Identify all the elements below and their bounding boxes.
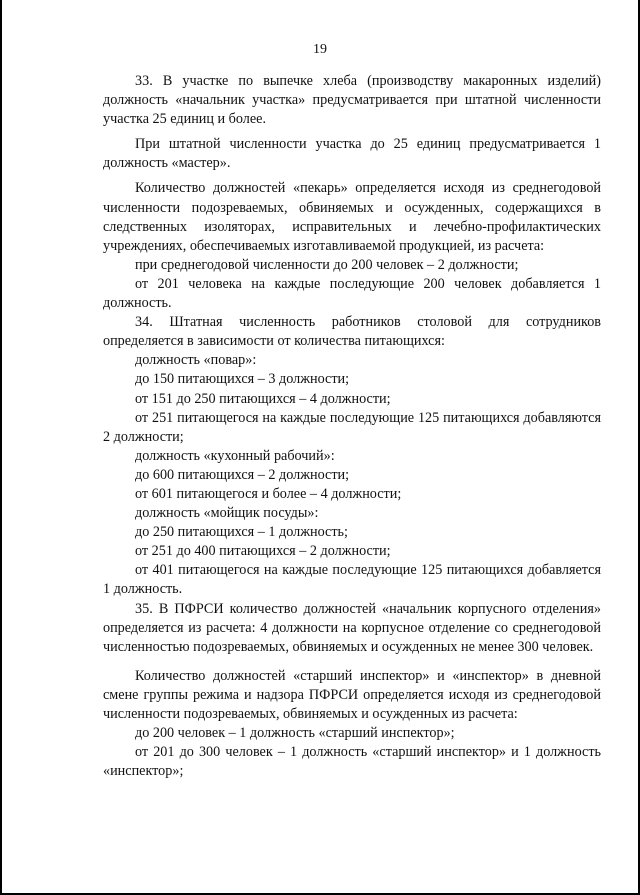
list-item: до 150 питающихся – 3 должности; (135, 371, 350, 388)
paragraph-35: 35. В ПФРСИ количество должностей «начальник корпусного отделения» определяется из расчета: 4 должности на корпусное отделение со среднегодовой численностью подозреваемых, обвиняемых и осужденных не менее 300 человек. (103, 600, 601, 655)
list-item: от 601 питающегося и более – 4 должности; (135, 485, 402, 502)
paragraph: При штатной численности участка до 25 единиц предусматривается 1 должность «мастер». (103, 136, 601, 172)
list-item: должность «повар»: (135, 352, 257, 369)
list-item: от 151 до 250 питающихся – 4 должности; (135, 390, 391, 407)
list-item: от 251 до 400 питающихся – 2 должности; (135, 543, 391, 560)
paragraph-33: 33. В участке по выпечке хлеба (производству макаронных изделий) должность «начальник участка» предусматривается при штатной численности участка 25 единиц и более. (103, 73, 601, 128)
document-body (103, 72, 601, 781)
list-item: до 600 питающихся – 2 должности; (135, 466, 350, 483)
list-item: до 200 человек – 1 должность «старший инспектор»; (135, 725, 455, 742)
paragraph: Количество должностей «пекарь» определяется исходя из среднегодовой численности подозреваемых, обвиняемых и осужденных, содержащихся в следственных изоляторах, исправительных и лечебно-профилактических учреждениях, обеспечиваемых изготавливаемой продукцией, из расчета: (103, 180, 601, 254)
list-item: от 201 человека на каждые последующие 200 человек добавляется 1 должность. (103, 275, 601, 312)
list-item: должность «кухонный рабочий»: (135, 447, 335, 464)
list-item: от 251 питающегося на каждые последующие 125 питающихся добавляются 2 должности; (103, 409, 601, 445)
list-item: от 401 питающегося на каждые последующие 125 питающихся добавляется 1 должность. (103, 562, 601, 598)
list-item: до 250 питающихся – 1 должность; (135, 524, 348, 541)
paragraph: Количество должностей «старший инспектор» и «инспектор» в дневной смене группы режима и надзора ПФРСИ определяется исходя из среднегодовой численности подозреваемых, обвиняемых и осужденных из расчета: (103, 667, 601, 722)
page-number: 19 (313, 42, 327, 57)
list-item: должность «мойщик посуды»: (135, 505, 319, 522)
list-item: от 201 до 300 человек – 1 должность «старший инспектор» и 1 должность «инспектор»; (103, 744, 601, 780)
list-item: при среднегодовой численности до 200 человек – 2 должности; (135, 256, 519, 273)
paragraph-34: 34. Штатная численность работников столовой для сотрудников определяется в зависимости от количества питающихся: (103, 314, 601, 350)
